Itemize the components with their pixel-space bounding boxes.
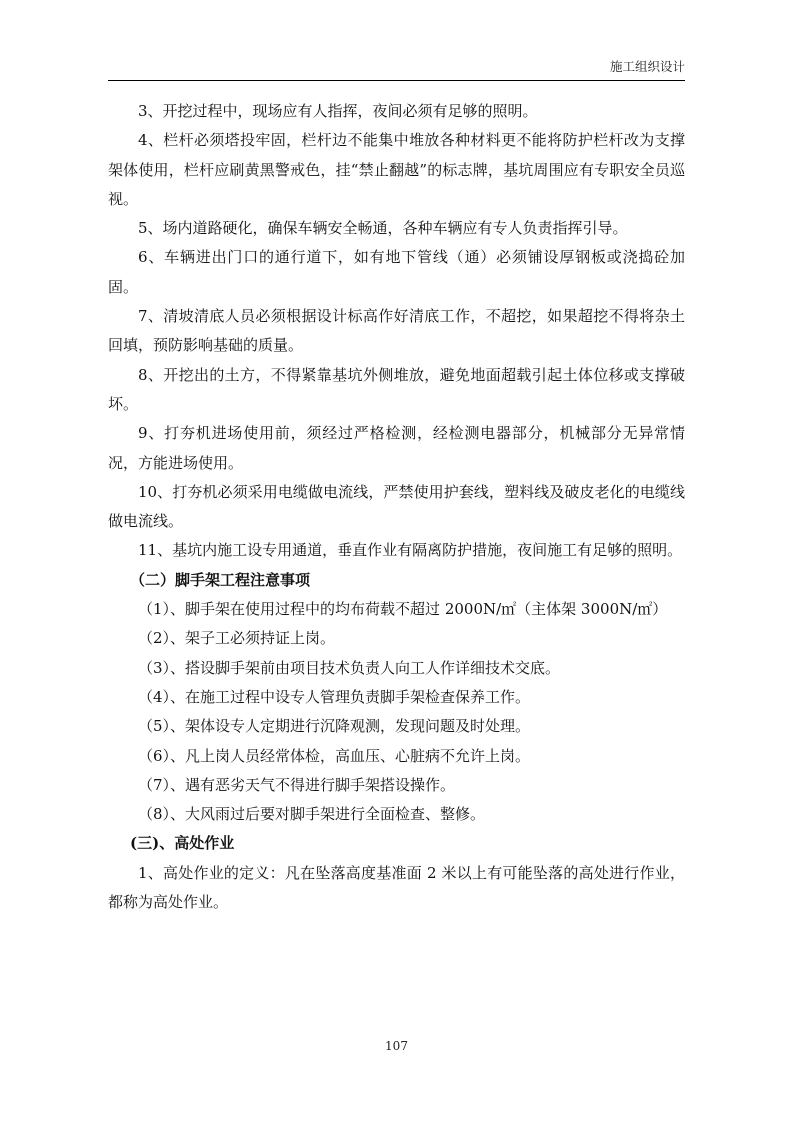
excavation-item: 8、开挖出的土方，不得紧靠基坑外侧堆放，避免地面超载引起土体位移或支撑破坏。 [108,365,685,413]
excavation-item: 10、打夯机必须采用电缆做电流线，严禁使用护套线，塑料线及破皮老化的电缆线做电流线。 [108,482,685,531]
excavation-item: 7、清坡清底人员必须根据设计标高作好清底工作，不超挖，如果超挖不得将杂土回填，预防影响基础的质量。 [108,307,685,355]
document-body [108,97,685,917]
excavation-item: 3、开挖过程中，现场应有人指挥，夜间必须有足够的照明。 [138,102,538,120]
scaffold-item: （7）、遇有恶劣天气不得进行脚手架搭设操作。 [138,775,456,794]
excavation-item: 4、栏杆必须塔投牢固，栏杆边不能集中堆放各种材料更不能将防护栏杆改为支撑架体使用，栏杆应刷黄黑警戒色，挂“禁止翻越”的标志牌，基坑周围应有专职安全员巡视。 [108,131,685,208]
scaffold-item: （1）、脚手架在使用过程中的均布荷载不超过 2000N/㎡（主体架 3000N/㎡） [138,600,668,619]
scaffold-item: （4）、在施工过程中设专人管理负责脚手架检查保养工作。 [138,687,531,706]
excavation-item: 6、车辆进出门口的通行道下，如有地下管线（通）必须铺设厚钢板或浇捣砼加固。 [108,248,685,296]
scaffold-item: （3）、搭设脚手架前由项目技术负责人向工人作详细技术交底。 [138,658,561,677]
scaffold-item: （5）、架体设专人定期进行沉降观测，发现问题及时处理。 [138,717,531,736]
scaffold-item: （6）、凡上岗人员经常体检，高血压、心脏病不允许上岗。 [138,746,531,765]
section-heading-scaffold: （二）脚手架工程注意事项 [130,570,311,589]
scaffold-item: （2）、架子工必须持证上岗。 [138,629,336,648]
section-heading-height-work: (三)、高处作业 [130,834,235,853]
scaffold-item: （8）、大风雨过后要对脚手架进行全面检查、整修。 [138,805,486,824]
height-work-item: 1、高处作业的定义：凡在坠落高度基准面 2 米以上有可能坠落的高处进行作业，都称为高处作业。 [108,863,685,912]
header-rule [108,80,685,81]
excavation-item: 5、场内道路硬化，确保车辆安全畅通，各种车辆应有专人负责指挥引导。 [138,219,628,238]
page-number: 107 [385,1039,408,1053]
header-title: 施工组织设计 [609,59,685,74]
excavation-item: 9、打夯机进场使用前，须经过严格检测，经检测电器部分，机械部分无异常情况，方能进场使用。 [108,424,685,472]
excavation-item: 11、基坑内施工设专用通道，垂直作业有隔离防护措施，夜间施工有足够的照明。 [138,541,683,560]
